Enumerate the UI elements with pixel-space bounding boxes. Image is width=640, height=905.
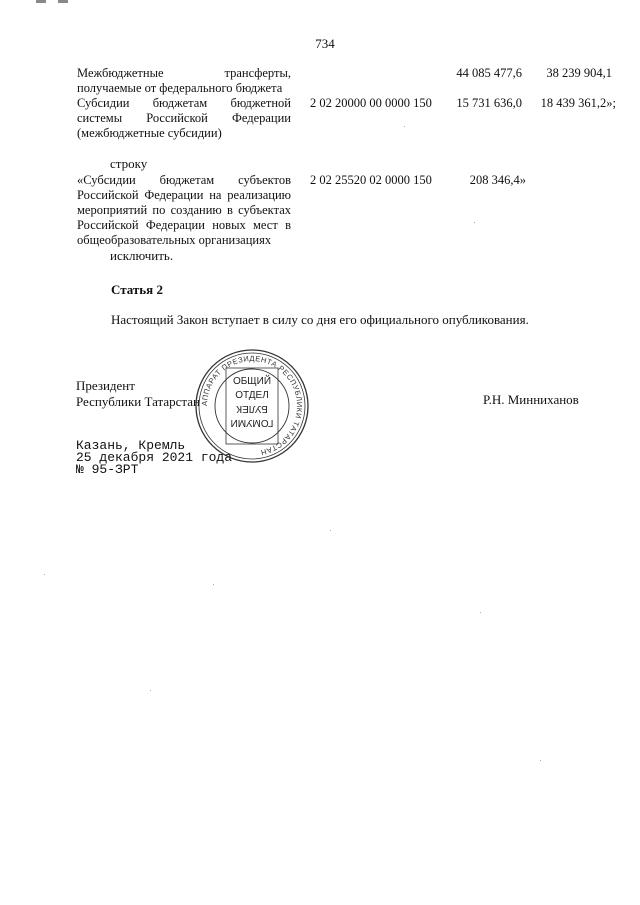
row-label: строку <box>110 156 148 171</box>
table-row-2-value-b: 18 439 361,2»; <box>540 96 616 110</box>
stamp-ring-text: АППАРАТ ПРЕЗИДЕНТА РЕСПУБЛИКИ ТАТАРСТАН <box>199 353 305 458</box>
scan-speck <box>404 126 405 127</box>
official-stamp <box>194 348 310 464</box>
stamp-center-line4: ГОМУМИ <box>230 417 274 428</box>
exclude-text: исключить. <box>110 248 174 263</box>
scan-speck <box>540 760 541 761</box>
table-row-3-code: 2 02 25520 02 0000 150 <box>310 173 432 187</box>
scan-speck <box>330 530 331 531</box>
scan-speck <box>213 584 214 585</box>
article-text: Настоящий Закон вступает в силу со дня его официального опубликования. <box>111 312 529 327</box>
signature-title-line1: Президент <box>76 378 135 393</box>
table-row-2-code: 2 02 20000 00 0000 150 <box>310 96 432 110</box>
table-row-2-value-a: 15 731 636,0 <box>456 96 522 110</box>
signature-title-line2: Республики Татарстан <box>76 394 200 409</box>
footer-line3: № 95-ЗРТ <box>76 462 139 477</box>
table-row-1-value-a: 44 085 477,6 <box>456 66 522 80</box>
footer-line2: 25 декабря 2021 года <box>76 450 233 465</box>
table-row-1-desc-line2: получаемые от федерального бюджета <box>77 81 283 95</box>
table-row-1-desc-line1: Межбюджетные трансферты, <box>77 66 291 80</box>
scan-speck <box>150 690 151 691</box>
table-row-2-desc: Субсидии бюджетам бюджетной системы Российской Федерации (межбюджетные субсидии) <box>77 96 291 140</box>
stamp-center-line3: БУЛЕК <box>236 403 268 414</box>
scan-speck <box>474 222 475 223</box>
table-row-3-value-a: 208 346,4» <box>469 173 526 187</box>
signature-name: Р.Н. Минниханов <box>483 392 579 407</box>
stamp-center-line1: ОБЩИЙ <box>232 376 272 387</box>
scan-speck <box>44 574 45 575</box>
table-row-3-desc: «Субсидии бюджетам субъектов Российской Федерации на реализацию мероприятий по созданию в субъектах Российской Федерации новых мест в общеобразовательных организациях <box>77 173 291 247</box>
scan-mark <box>36 0 46 3</box>
scan-speck <box>480 612 481 613</box>
page-number: 734 <box>315 36 335 51</box>
scan-mark <box>58 0 68 3</box>
article-heading: Статья 2 <box>111 282 163 297</box>
table-row-1-value-b: 38 239 904,1 <box>546 66 612 80</box>
stamp-center-line2: ОТДЕЛ <box>235 390 269 401</box>
footer-line1: Казань, Кремль <box>76 438 186 453</box>
